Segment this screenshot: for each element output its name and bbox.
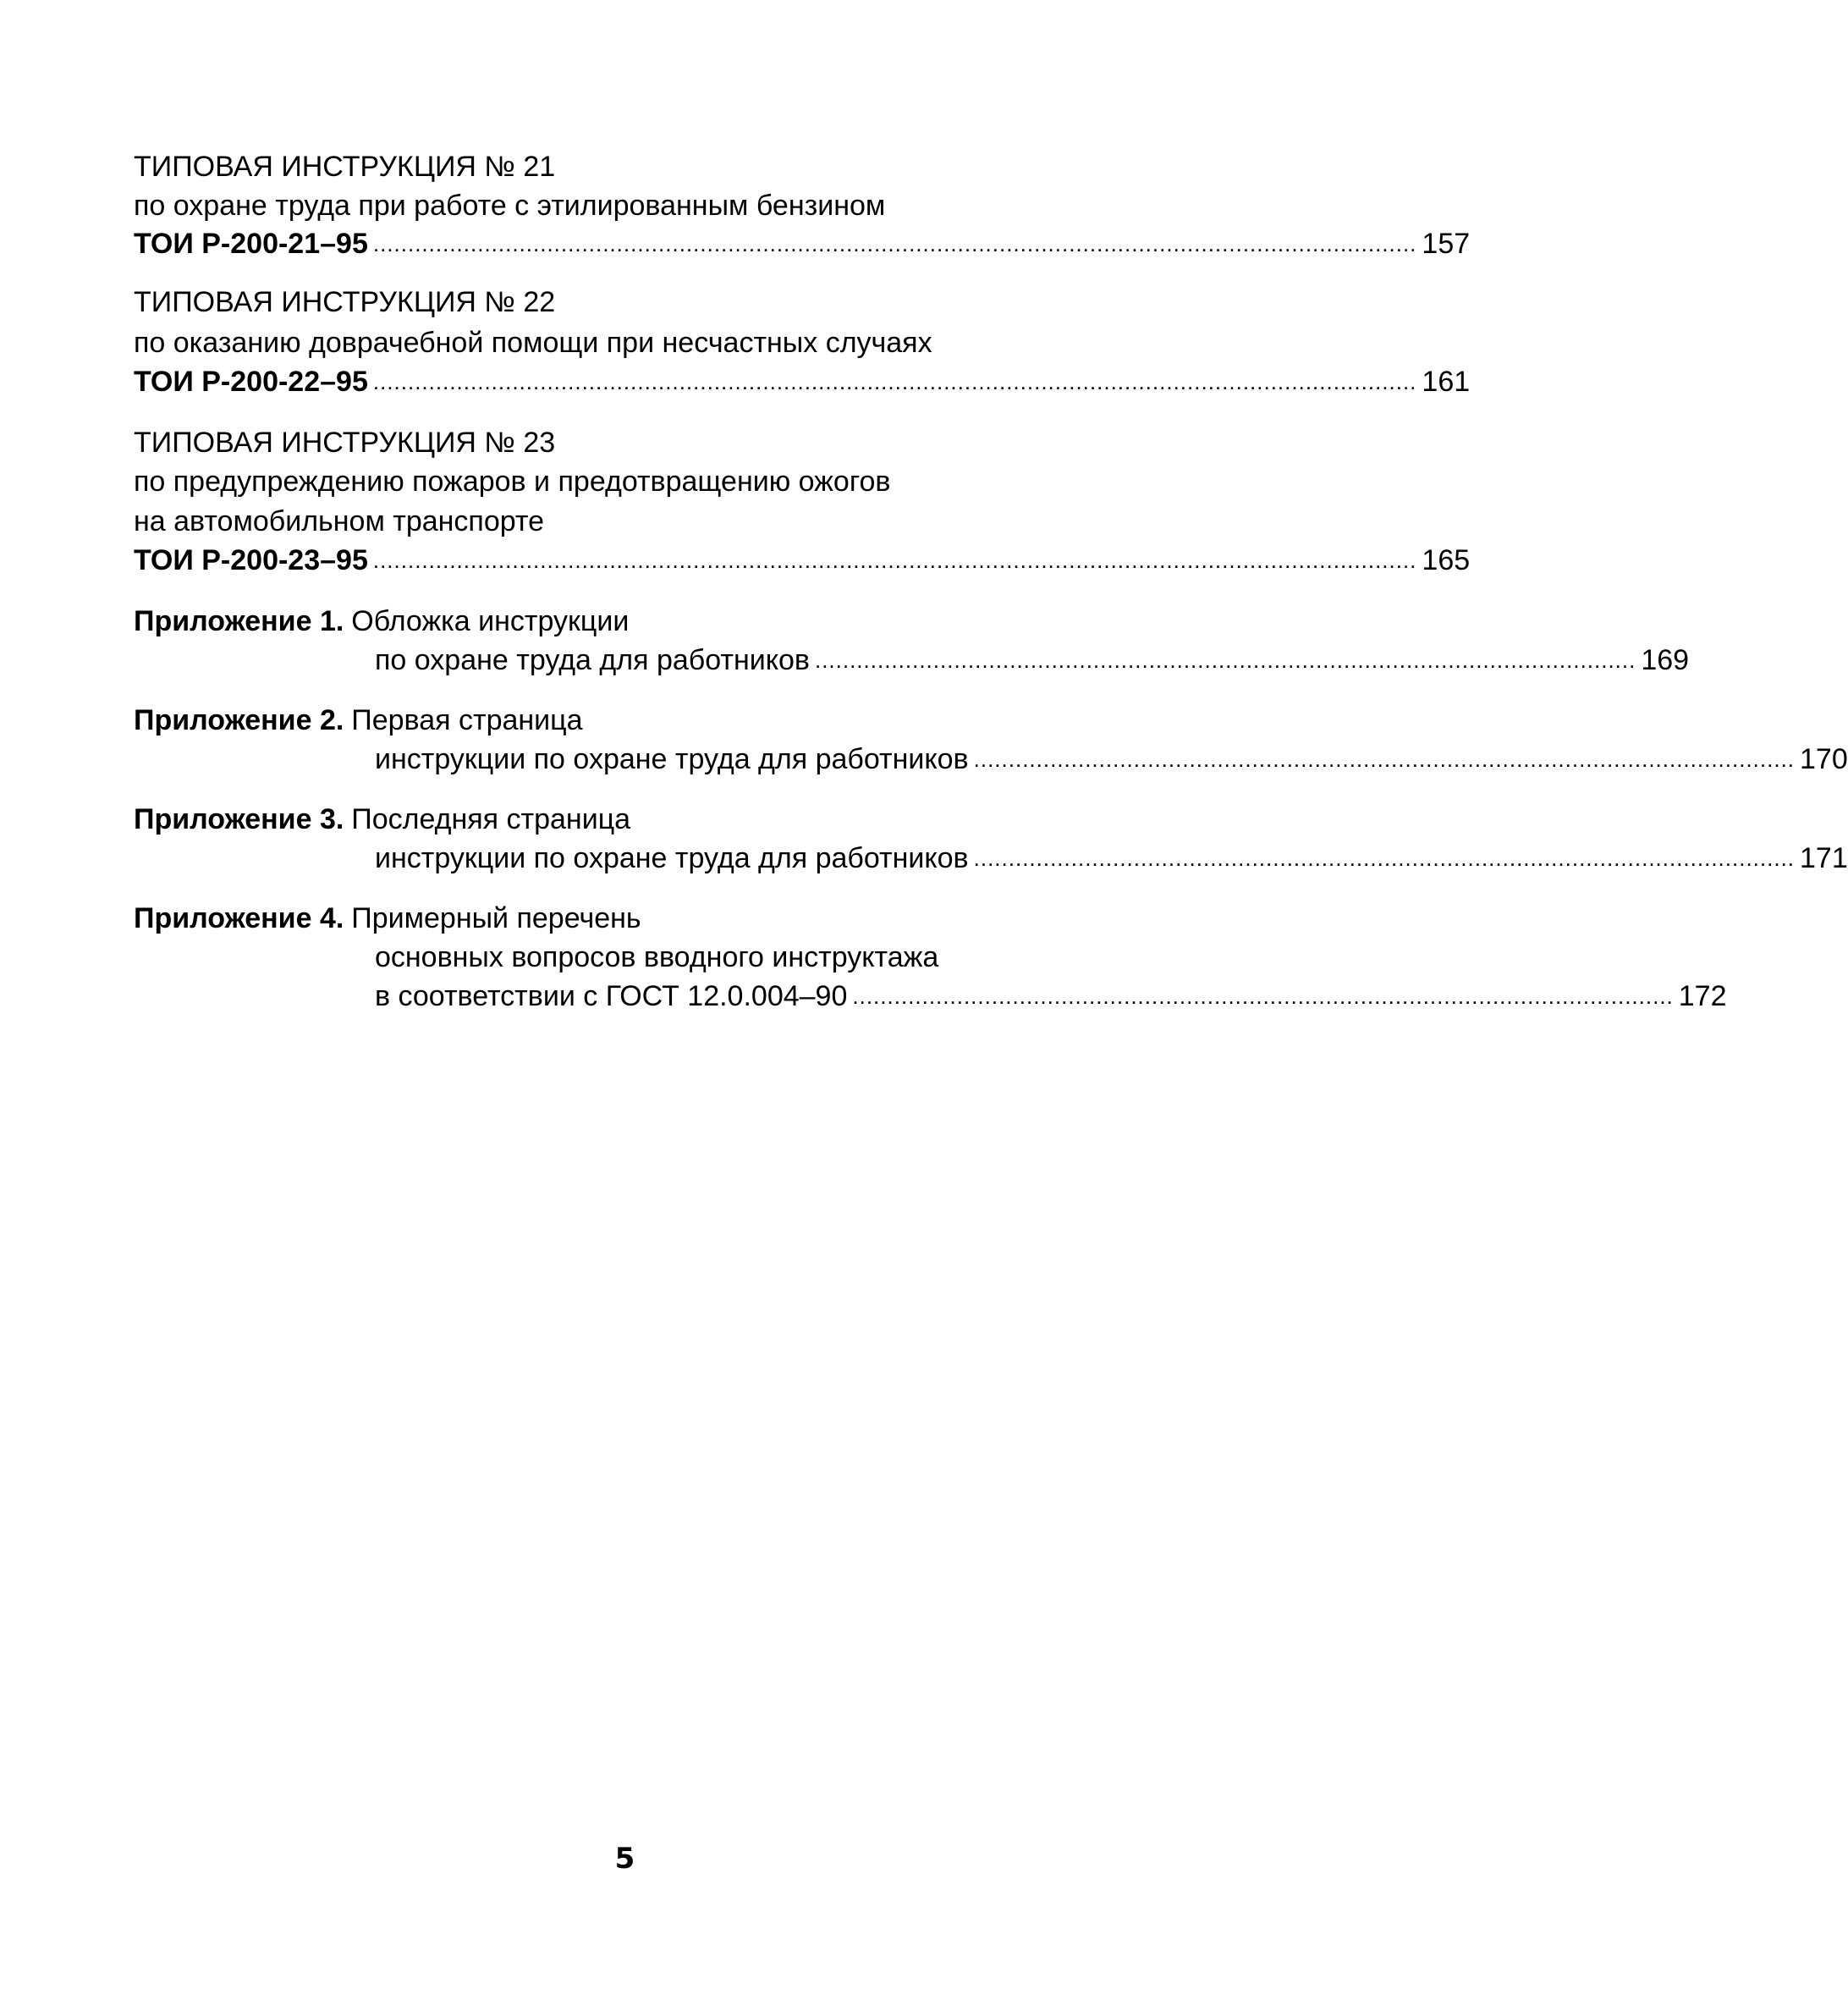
toc-heading: [134, 284, 1143, 321]
heading-text: ТИПОВАЯ ИНСТРУКЦИЯ № 21: [134, 151, 556, 183]
code-text: ТОИ Р-200-21–95: [134, 228, 368, 260]
page-number: 5: [614, 1842, 635, 1876]
dot-leader: ......................................................................................................................................................: [372, 548, 1417, 573]
toc-heading: [134, 424, 1143, 461]
appendix-entry-link[interactable]: [375, 741, 1848, 778]
page-ref: 161: [1422, 366, 1471, 398]
page-ref: 165: [1422, 544, 1471, 576]
heading-text: ТИПОВАЯ ИНСТРУКЦИЯ № 22: [134, 286, 556, 318]
appendix-label: Приложение 1.: [134, 605, 344, 637]
appendix-title: инструкции по охране труда для работников: [375, 842, 969, 874]
heading-text: ТИПОВАЯ ИНСТРУКЦИЯ № 23: [134, 427, 556, 459]
page-ref: 157: [1422, 228, 1471, 260]
dot-leader: ......................................................................................................................: [852, 983, 1674, 1009]
dot-leader: ......................................................................................................................: [973, 846, 1796, 871]
page-ref: 172: [1678, 980, 1727, 1012]
appendix-title: в соответствии с ГОСТ 12.0.004–90: [375, 980, 848, 1012]
appendix-label: Приложение 4.: [134, 902, 344, 934]
code-text: ТОИ Р-200-23–95: [134, 544, 368, 576]
appendix-heading: [134, 900, 1143, 937]
appendix-label: Приложение 2.: [134, 704, 344, 736]
dot-leader: ......................................................................................................................................................: [372, 369, 1417, 394]
appendix-title: Последняя страница: [351, 803, 631, 835]
toc-entry-link[interactable]: [134, 542, 1471, 579]
appendix-title: Первая страница: [351, 704, 583, 736]
appendix-heading: [134, 702, 1143, 739]
toc-entry-link[interactable]: [134, 363, 1471, 400]
dot-leader: ......................................................................................................................: [973, 747, 1796, 772]
appendix-subtitle: [375, 939, 1143, 976]
toc-entry-link[interactable]: [134, 225, 1471, 262]
toc-subtitle: [134, 463, 1143, 500]
appendix-entry-link[interactable]: [375, 840, 1848, 877]
appendix-heading: [134, 603, 1143, 640]
appendix-title: инструкции по охране труда для работников: [375, 743, 969, 775]
appendix-title: Обложка инструкции: [351, 605, 630, 637]
appendix-entry-link[interactable]: [375, 978, 1727, 1015]
toc-subtitle: [134, 503, 1143, 540]
appendix-title: основных вопросов вводного инструктажа: [375, 941, 939, 973]
appendix-label: Приложение 3.: [134, 803, 344, 835]
dot-leader: ......................................................................................................................................................: [372, 231, 1417, 256]
appendix-entry-link[interactable]: [375, 642, 1690, 679]
subtitle-text: по оказанию доврачебной помощи при несчастных случаях: [134, 327, 932, 359]
subtitle-text: по охране труда при работе с этилированным бензином: [134, 190, 886, 222]
toc-subtitle: [134, 187, 1143, 224]
subtitle-text: по предупреждению пожаров и предотвращению ожогов: [134, 466, 891, 498]
appendix-heading: [134, 801, 1143, 838]
page-ref: 170: [1800, 743, 1848, 775]
page-ref: 171: [1800, 842, 1848, 874]
code-text: ТОИ Р-200-22–95: [134, 366, 368, 398]
toc-heading: [134, 148, 1143, 185]
appendix-title: Примерный перечень: [351, 902, 641, 934]
toc-subtitle: [134, 324, 1143, 361]
appendix-title: по охране труда для работников: [375, 644, 810, 676]
subtitle-text: на автомобильном транспорте: [134, 505, 545, 537]
dot-leader: ......................................................................................................................: [814, 647, 1636, 673]
page-ref: 169: [1641, 644, 1690, 676]
